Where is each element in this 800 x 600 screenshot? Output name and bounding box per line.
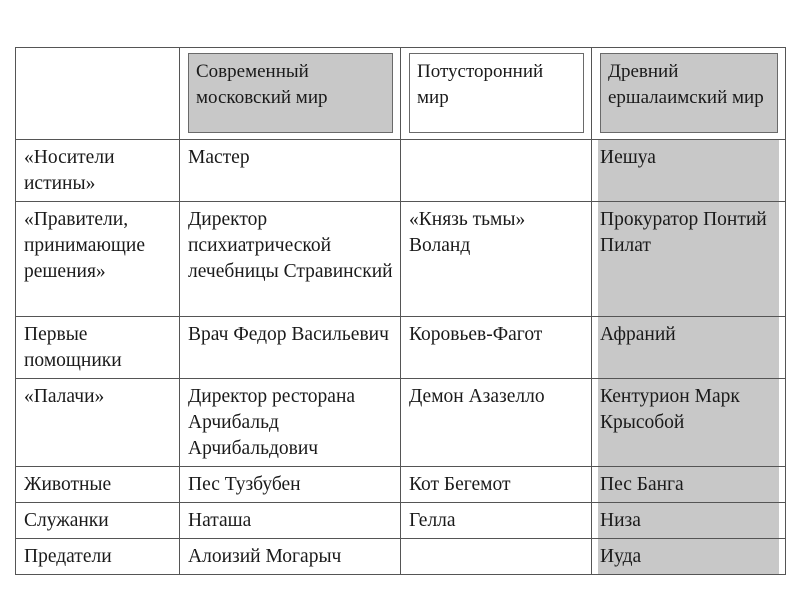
table-row xyxy=(16,202,786,317)
row-category-cell: Животные xyxy=(16,467,180,503)
ancient-cell: Кентурион Марк Крысобой xyxy=(592,379,786,467)
modern-cell: Врач Федор Васильевич xyxy=(180,317,401,379)
header-label-modern-moscow: Современный московский мир xyxy=(188,53,393,133)
table-row xyxy=(16,317,786,379)
table-row xyxy=(16,467,786,503)
modern-cell: Наташа xyxy=(180,503,401,539)
otherworld-cell xyxy=(401,140,592,202)
table-header-row xyxy=(16,48,786,140)
row-category-cell: «Носители истины» xyxy=(16,140,180,202)
header-cell-ancient-yershalaim xyxy=(592,48,786,140)
otherworld-cell: «Князь тьмы» Воланд xyxy=(401,202,592,317)
modern-cell: Пес Тузбубен xyxy=(180,467,401,503)
header-cell-empty xyxy=(16,48,180,140)
modern-cell: Алоизий Могарыч xyxy=(180,539,401,575)
table-row xyxy=(16,503,786,539)
row-category-cell: Первые помощники xyxy=(16,317,180,379)
ancient-cell: Иуда xyxy=(592,539,786,575)
modern-cell: Директор психиатрической лечебницы Стравинский xyxy=(180,202,401,317)
otherworld-cell: Гелла xyxy=(401,503,592,539)
otherworld-cell: Кот Бегемот xyxy=(401,467,592,503)
comparison-table xyxy=(15,47,786,575)
row-category-cell: Служанки xyxy=(16,503,180,539)
otherworld-cell xyxy=(401,539,592,575)
header-label-otherworld: Потусторонний мир xyxy=(409,53,584,133)
row-category-cell: «Палачи» xyxy=(16,379,180,467)
row-category-cell: «Правители, принимающие решения» xyxy=(16,202,180,317)
header-cell-modern-moscow xyxy=(180,48,401,140)
table-row xyxy=(16,379,786,467)
ancient-cell: Прокуратор Понтий Пилат xyxy=(592,202,786,317)
otherworld-cell: Демон Азазелло xyxy=(401,379,592,467)
modern-cell: Директор ресторана Арчибальд Арчибальдович xyxy=(180,379,401,467)
ancient-cell: Афраний xyxy=(592,317,786,379)
ancient-cell: Иешуа xyxy=(592,140,786,202)
table-row xyxy=(16,140,786,202)
row-category-cell: Предатели xyxy=(16,539,180,575)
otherworld-cell: Коровьев-Фагот xyxy=(401,317,592,379)
table-row xyxy=(16,539,786,575)
ancient-cell: Пес Банга xyxy=(592,467,786,503)
modern-cell: Мастер xyxy=(180,140,401,202)
ancient-cell: Низа xyxy=(592,503,786,539)
header-cell-otherworld xyxy=(401,48,592,140)
header-label-ancient-yershalaim: Древний ершалаимский мир xyxy=(600,53,778,133)
